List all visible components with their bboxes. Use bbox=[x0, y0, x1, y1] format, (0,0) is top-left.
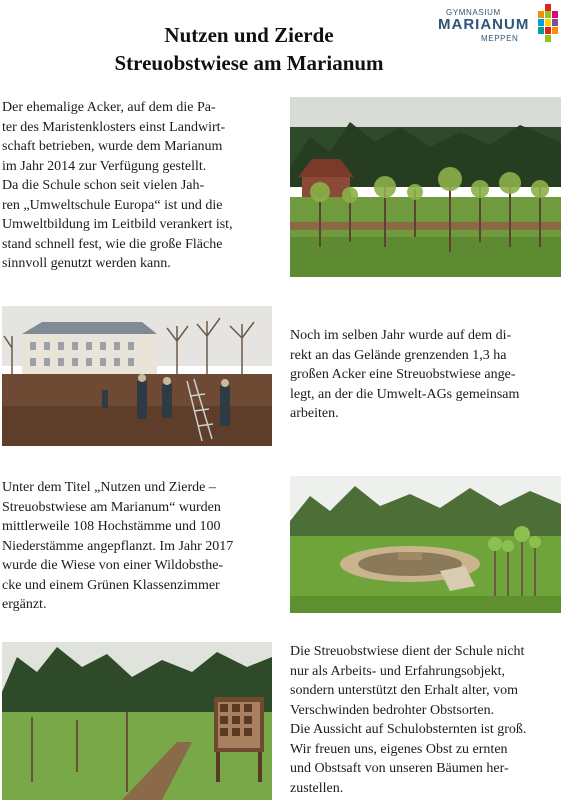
text-line: Da die Schule schon seit vielen Jah- bbox=[2, 178, 205, 193]
logo-text-meppen: MEPPEN bbox=[481, 34, 519, 43]
text-line: sinnvoll genutzt werden kann. bbox=[2, 256, 171, 271]
text-line: im Jahr 2014 zur Verfügung gestellt. bbox=[2, 158, 207, 174]
orchard-photo bbox=[290, 97, 561, 277]
page-title: Nutzen und Zierde bbox=[164, 23, 334, 47]
meadow-photo bbox=[2, 642, 272, 800]
green-classroom-photo bbox=[290, 476, 561, 613]
text-line: Unter dem Titel „Nutzen und Zierde – bbox=[2, 480, 216, 495]
purpose-paragraph bbox=[290, 642, 560, 798]
text-line: Der ehemalige Acker, auf dem die Pa- bbox=[2, 100, 216, 115]
text-line: und Obstsaft von unseren Bäumen her- bbox=[290, 761, 509, 776]
text-line: ter des Maristenklosters einst Landwirt- bbox=[2, 119, 226, 135]
logo-text-gymnasium: GYMNASIUM bbox=[446, 8, 501, 17]
text-line: Die Aussicht auf Schulobsternten ist groß. bbox=[290, 722, 527, 737]
school-logo bbox=[438, 4, 560, 44]
text-line: ergänzt. bbox=[2, 597, 47, 612]
text-line: stand schnell fest, wie die große Fläche bbox=[2, 236, 223, 252]
intro-paragraph bbox=[2, 98, 274, 274]
text-line: nur als Arbeits- und Erfahrungsobjekt, bbox=[290, 663, 506, 679]
planting-paragraph bbox=[2, 478, 274, 615]
planting-photo bbox=[2, 306, 272, 446]
text-line: Niederstämme angepflanzt. Im Jahr 2017 bbox=[2, 538, 234, 554]
logo-mosaic-icon bbox=[537, 4, 559, 42]
text-line: sondern unterstützt den Erhalt alter, vom bbox=[290, 683, 519, 698]
text-line: Streuobstwiese am Marianum“ wurden bbox=[2, 499, 221, 515]
text-line: mittlerweile 108 Hochstämme und 100 bbox=[2, 519, 221, 534]
text-line: Verschwinden bedrohter Obstsorten. bbox=[290, 702, 495, 718]
text-line: Die Streuobstwiese dient der Schule nicht bbox=[290, 644, 525, 659]
text-line: cke und einem Grünen Klassenzimmer bbox=[2, 577, 220, 593]
logo-text-marianum: MARIANUM bbox=[438, 16, 530, 33]
page-subtitle: Streuobstwiese am Marianum bbox=[114, 51, 384, 75]
text-line: Noch im selben Jahr wurde auf dem di- bbox=[290, 328, 512, 343]
text-line: arbeiten. bbox=[290, 406, 339, 421]
text-line: ren „Umweltschule Europa“ ist und die bbox=[2, 197, 223, 213]
text-line: Wir freuen uns, eigenes Obst zu ernten bbox=[290, 741, 508, 757]
text-line: großen Acker eine Streuobstwiese ange- bbox=[290, 367, 516, 382]
text-line: wurde die Wiese von einer Wildobsthe- bbox=[2, 558, 224, 573]
text-line: Umweltbildung im Leitbild verankert ist, bbox=[2, 217, 233, 232]
text-line: zustellen. bbox=[290, 780, 344, 796]
text-line: legt, an der die Umwelt-AGs gemeinsam bbox=[290, 386, 520, 402]
text-line: schaft betrieben, wurde dem Marianum bbox=[2, 139, 223, 154]
founding-paragraph bbox=[290, 326, 560, 424]
text-line: rekt an das Gelände grenzenden 1,3 ha bbox=[290, 347, 507, 363]
